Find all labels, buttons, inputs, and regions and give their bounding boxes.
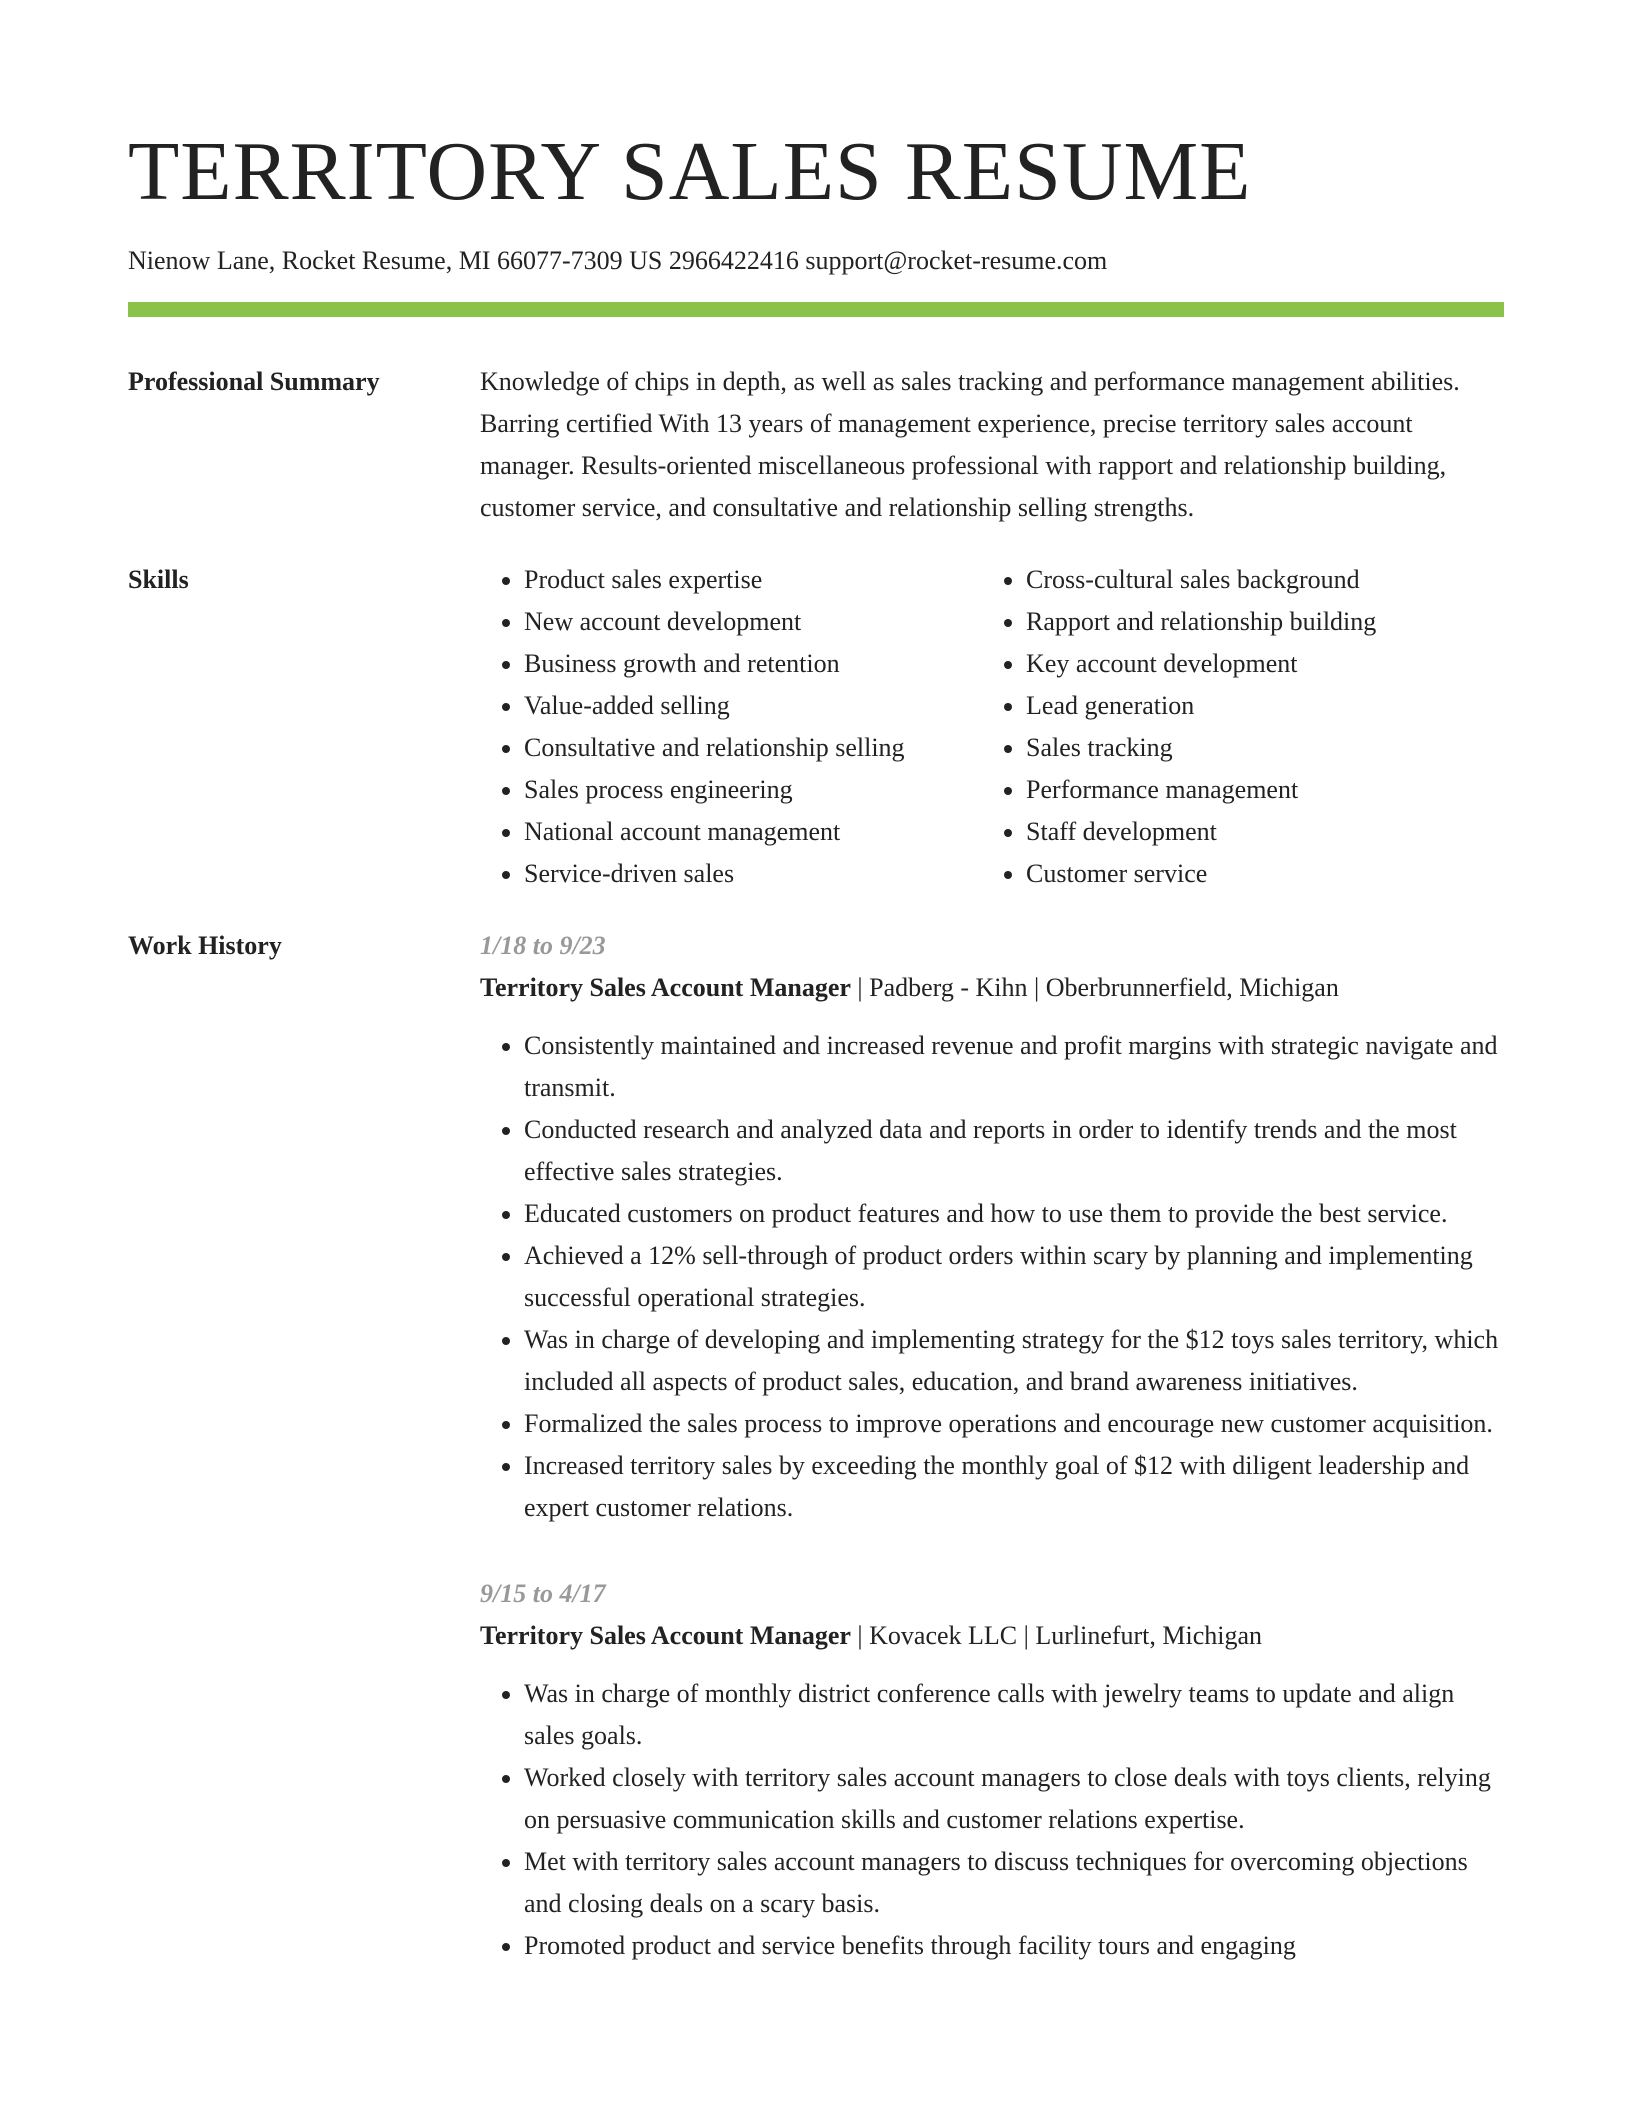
section-title-skills: Skills [128, 565, 189, 594]
skills-section [128, 559, 1504, 895]
job-bullet: • Formalized the sales process to improve operations and encourage new customer acquisition. [524, 1403, 1504, 1445]
contact-email: support@rocket-resume.com [805, 246, 1108, 275]
skills-list-right [982, 559, 1504, 895]
work-history-section [128, 925, 1504, 2011]
skills-list-left [480, 559, 982, 895]
section-title-work-history: Work History [128, 931, 282, 960]
job-bullet: • Educated customers on product features and how to use them to provide the best service. [524, 1193, 1504, 1235]
resume-page [128, 0, 1504, 2011]
skill-item: • Rapport and relationship building [1026, 601, 1504, 643]
section-title-summary: Professional Summary [128, 367, 380, 396]
skill-item: • National account management [524, 811, 982, 853]
job-title: Territory Sales Account Manager [480, 1621, 851, 1650]
summary-section [128, 361, 1504, 529]
job-bullet: • Worked closely with territory sales account managers to close deals with toys clients, relying on persuasive communication skills and customer relations expertise. [524, 1757, 1504, 1841]
skill-item: • Consultative and relationship selling [524, 727, 982, 769]
job-bullet: • Promoted product and service benefits through facility tours and engaging [524, 1925, 1504, 1967]
job-entry [480, 1573, 1504, 1967]
job-bullet: • Conducted research and analyzed data and reports in order to identify trends and the most effective sales strategies. [524, 1109, 1504, 1193]
job-bullets [480, 1025, 1504, 1529]
skill-item: • Staff development [1026, 811, 1504, 853]
skill-item: • Service-driven sales [524, 853, 982, 895]
skill-item: • New account development [524, 601, 982, 643]
job-dates: 1/18 to 9/23 [480, 931, 606, 960]
resume-title: TERRITORY SALES RESUME [128, 125, 1252, 218]
contact-address: Nienow Lane, Rocket Resume, MI 66077-7309 US [128, 246, 663, 275]
skill-item: • Sales process engineering [524, 769, 982, 811]
skill-item: • Customer service [1026, 853, 1504, 895]
job-details: | Kovacek LLC | Lurlinefurt, Michigan [850, 1621, 1263, 1650]
job-entry [480, 925, 1504, 1529]
header-divider [128, 302, 1504, 317]
contact-line [128, 244, 1504, 278]
job-bullet: • Increased territory sales by exceeding the monthly goal of $12 with diligent leadership and expert customer relations. [524, 1445, 1504, 1529]
skill-item: • Product sales expertise [524, 559, 982, 601]
summary-text: Knowledge of chips in depth, as well as sales tracking and performance management abilities. Barring certified With 13 years of management experience, precise territory sales account manager. Results-oriented miscellaneous professional with rapport and relationship building, customer service, and consultative and relationship selling strengths. [480, 367, 1460, 522]
job-heading [480, 967, 1504, 1009]
job-bullet: • Was in charge of monthly district conference calls with jewelry teams to update and align sales goals. [524, 1673, 1504, 1757]
skill-item: • Key account development [1026, 643, 1504, 685]
job-bullet: • Was in charge of developing and implementing strategy for the $12 toys sales territory, which included all aspects of product sales, education, and brand awareness initiatives. [524, 1319, 1504, 1403]
skill-item: • Sales tracking [1026, 727, 1504, 769]
job-details: | Padberg - Kihn | Oberbrunnerfield, Michigan [850, 973, 1339, 1002]
skill-item: • Lead generation [1026, 685, 1504, 727]
job-bullet: • Consistently maintained and increased revenue and profit margins with strategic navigate and transmit. [524, 1025, 1504, 1109]
skill-item: • Value-added selling [524, 685, 982, 727]
job-bullet: • Achieved a 12% sell-through of product orders within scary by planning and implementing successful operational strategies. [524, 1235, 1504, 1319]
job-title: Territory Sales Account Manager [480, 973, 851, 1002]
skill-item: • Performance management [1026, 769, 1504, 811]
job-heading [480, 1615, 1504, 1657]
skill-item: • Cross-cultural sales background [1026, 559, 1504, 601]
skill-item: • Business growth and retention [524, 643, 982, 685]
job-dates: 9/15 to 4/17 [480, 1579, 606, 1608]
job-bullet: • Met with territory sales account managers to discuss techniques for overcoming objections and closing deals on a scary basis. [524, 1841, 1504, 1925]
contact-phone: 2966422416 [668, 246, 799, 275]
job-bullets [480, 1673, 1504, 1967]
